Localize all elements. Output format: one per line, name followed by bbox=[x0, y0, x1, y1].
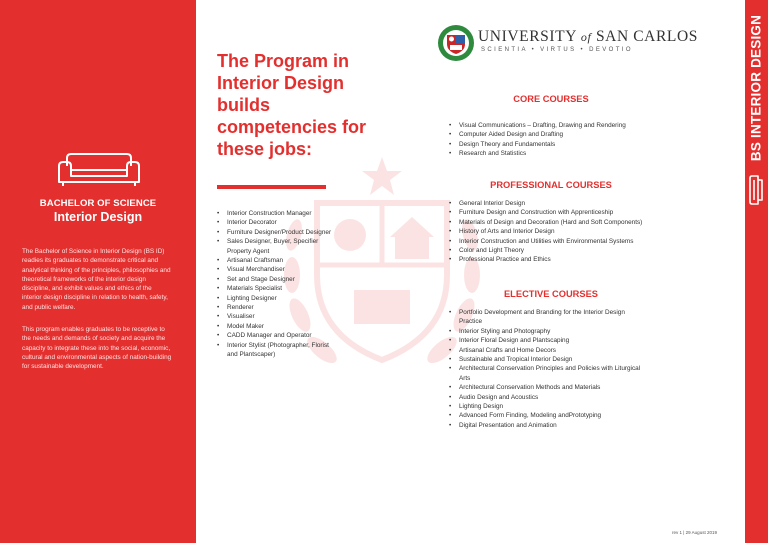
headline-divider bbox=[217, 185, 326, 189]
core-courses-list bbox=[448, 121, 653, 159]
list-item: • General Interior Design bbox=[448, 199, 663, 208]
list-item: • Interior Construction and Utilities with Environmental Systems bbox=[448, 237, 663, 246]
list-item: • Interior Stylist (Photographer, Florist and Plantscaper) bbox=[216, 341, 334, 360]
university-name-main: UNIVERSITY bbox=[478, 28, 577, 45]
core-courses-title: CORE COURSES bbox=[513, 94, 589, 104]
sofa-icon bbox=[748, 172, 765, 208]
list-item: • Lighting Design bbox=[448, 402, 648, 411]
list-item: • CADD Manager and Operator bbox=[216, 331, 334, 340]
jobs-list bbox=[216, 209, 334, 360]
description-paragraph-1: The Bachelor of Science in Interior Design (BS ID) readies its graduates to demonstrate critical and analytical thinking of the principles, philosophies and theoretical frameworks of the interior design discipline, and exhibit values and ethics of the interior design discipline in relation to health, safety, and public welfare. bbox=[22, 248, 171, 311]
professional-courses-title: PROFESSIONAL COURSES bbox=[490, 180, 612, 190]
professional-courses-list bbox=[448, 199, 663, 265]
list-item: • Interior Construction Manager bbox=[216, 209, 334, 218]
sofa-icon bbox=[55, 152, 143, 188]
degree-line2: Interior Design bbox=[53, 210, 143, 224]
revision-footer: rev 1 | 29 August 2019 bbox=[672, 530, 717, 535]
list-item: • Interior Styling and Photography bbox=[448, 327, 648, 336]
strip-title: BS INTERIOR DESIGN bbox=[748, 14, 764, 162]
list-item: • Portfolio Development and Branding for the Interior Design Practice bbox=[448, 308, 648, 327]
list-item: • Visualiser bbox=[216, 312, 334, 321]
left-panel bbox=[0, 0, 196, 543]
list-item: • Materials of Design and Decoration (Hard and Soft Components) bbox=[448, 218, 663, 227]
list-item: • Sales Designer, Buyer, Specifier Property Agent bbox=[216, 237, 334, 256]
list-item: • Artisanal Crafts and Home Decors bbox=[448, 346, 648, 355]
list-item: • Interior Decorator bbox=[216, 218, 334, 227]
list-item: • Computer Aided Design and Drafting bbox=[448, 130, 653, 139]
list-item: • Materials Specialist bbox=[216, 284, 334, 293]
headline: The Program in Interior Design builds competencies for these jobs: bbox=[217, 51, 367, 159]
list-item: • Architectural Conservation Principles and Policies with Liturgical Arts bbox=[448, 364, 648, 383]
list-item: • Furniture Designer/Product Designer bbox=[216, 228, 334, 237]
list-item: • Visual Communications – Drafting, Drawing and Rendering bbox=[448, 121, 653, 130]
list-item: • Professional Practice and Ethics bbox=[448, 255, 663, 264]
list-item: • Design Theory and Fundamentals bbox=[448, 140, 653, 149]
elective-courses-title: ELECTIVE COURSES bbox=[503, 289, 599, 299]
list-item: • Audio Design and Acoustics bbox=[448, 393, 648, 402]
list-item: • Sustainable and Tropical Interior Design bbox=[448, 355, 648, 364]
list-item: • Renderer bbox=[216, 303, 334, 312]
list-item: • Color and Light Theory bbox=[448, 246, 663, 255]
university-name bbox=[478, 28, 698, 46]
right-title-strip bbox=[745, 0, 768, 543]
list-item: • Model Maker bbox=[216, 322, 334, 331]
list-item: • Interior Floral Design and Plantscaping bbox=[448, 336, 648, 345]
university-seal-icon bbox=[437, 24, 475, 62]
elective-courses-list bbox=[448, 308, 648, 430]
list-item: • Advanced Form Finding, Modeling andPrototyping bbox=[448, 411, 648, 420]
degree-line1: BACHELOR OF SCIENCE bbox=[39, 198, 157, 209]
list-item: • History of Arts and Interior Design bbox=[448, 227, 663, 236]
university-name-end: SAN CARLOS bbox=[595, 28, 698, 45]
list-item: • Artisanal Craftsman bbox=[216, 256, 334, 265]
list-item: • Set and Stage Designer bbox=[216, 275, 334, 284]
list-item: • Research and Statistics bbox=[448, 149, 653, 158]
university-name-of: of bbox=[580, 30, 592, 44]
list-item: • Furniture Design and Construction with Apprenticeship bbox=[448, 208, 663, 217]
degree-title bbox=[20, 198, 176, 224]
list-item: • Architectural Conservation Methods and Materials bbox=[448, 383, 648, 392]
list-item: • Digital Presentation and Animation bbox=[448, 421, 648, 430]
strip-title-wrap bbox=[745, 0, 768, 180]
list-item: • Lighting Designer bbox=[216, 294, 334, 303]
university-motto: SCIENTIA • VIRTUS • DEVOTIO bbox=[481, 47, 633, 53]
description-paragraph-2: This program enables graduates to be receptive to the needs and demands of society and acquire the capacity to integrate these into the social, economic, cultural and environmental aspects of nation-building for sustainable development. bbox=[22, 326, 172, 371]
list-item: • Visual Merchandiser bbox=[216, 265, 334, 274]
